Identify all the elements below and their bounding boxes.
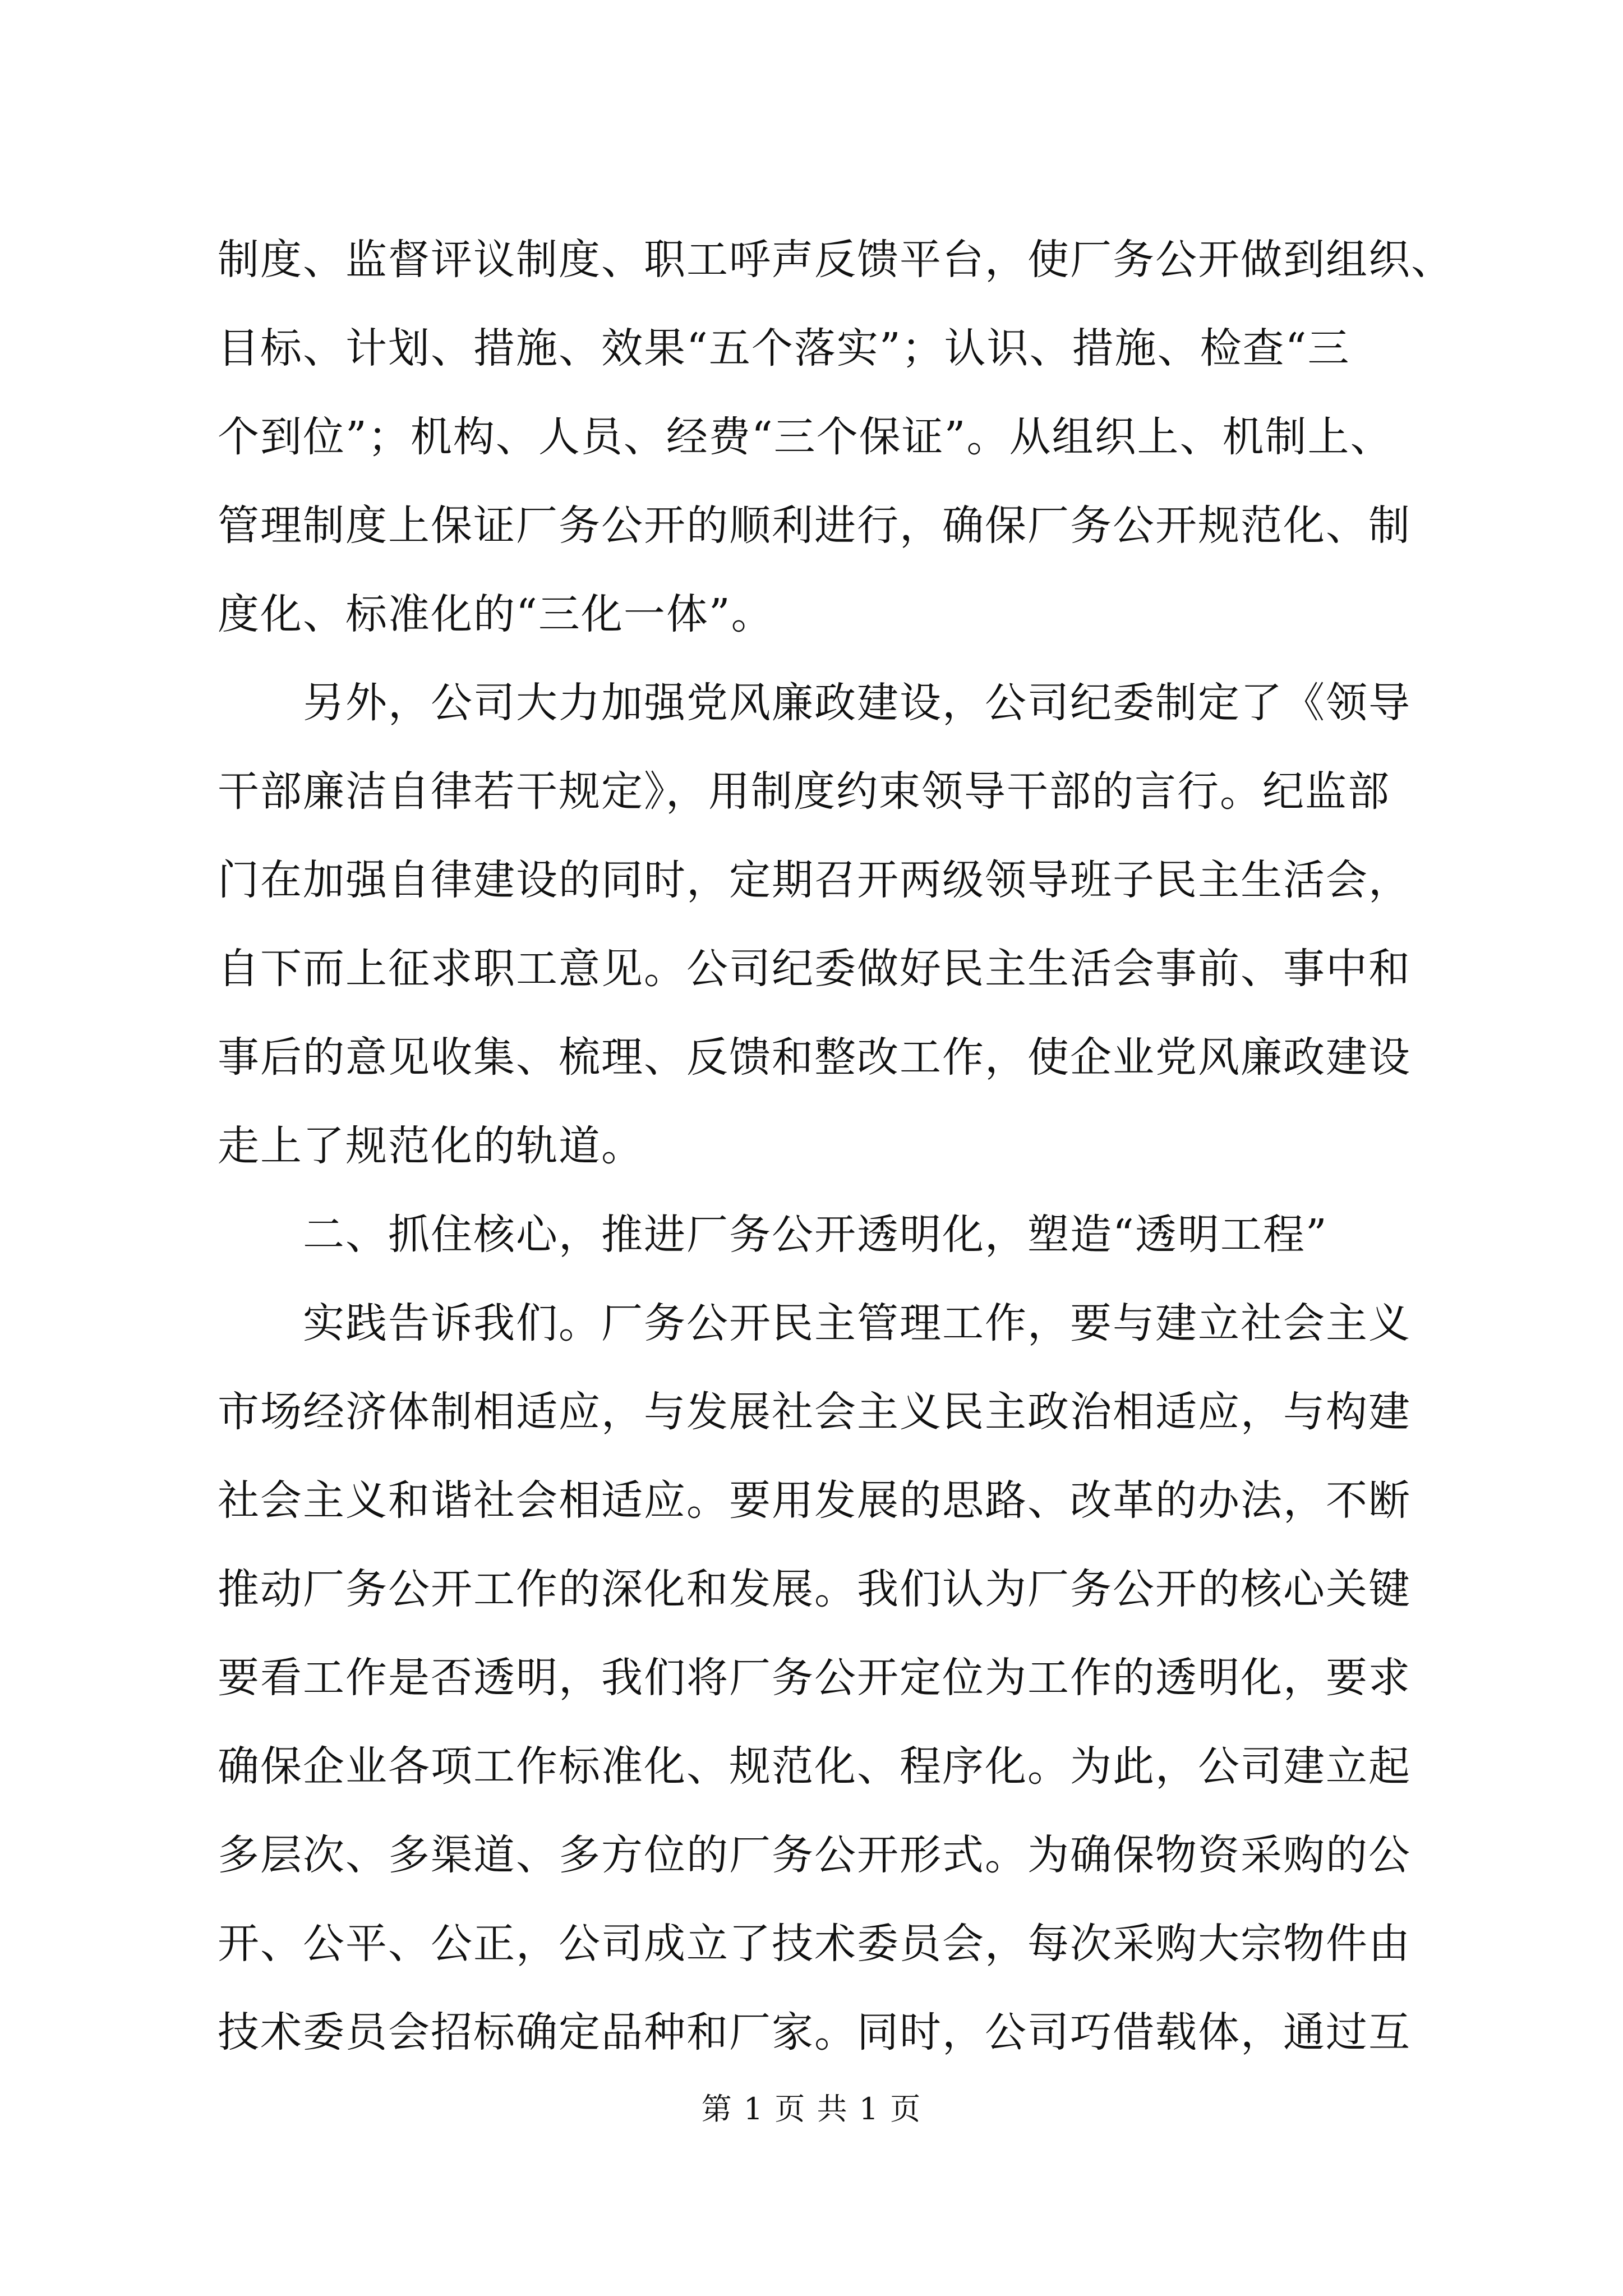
text-line: 事后的意见收集、梳理、反馈和整改工作，使企业党风廉政建设	[218, 1033, 1411, 1082]
body-text	[218, 215, 1454, 2077]
text-line: 社会主义和谐社会相适应。要用发展的思路、改革的办法，不断	[218, 1476, 1411, 1525]
text-line: 目标、计划、措施、效果“五个落实”；认识、措施、检查“三	[218, 324, 1350, 372]
text-line: 实践告诉我们。厂务公开民主管理工作，要与建立社会主义	[303, 1299, 1411, 1347]
text-line: 门在加强自律建设的同时，定期召开两级领导班子民主生活会，	[218, 856, 1411, 904]
text-line: 要看工作是否透明，我们将厂务公开定位为工作的透明化，要求	[218, 1654, 1411, 1702]
text-line: 个到位”；机构、人员、经费“三个保证”。从组织上、机制上、	[218, 413, 1393, 461]
text-line: 度化、标准化的“三化一体”。	[218, 590, 774, 638]
text-line: 自下而上征求职工意见。公司纪委做好民主生活会事前、事中和	[218, 945, 1411, 993]
text-line: 干部廉洁自律若干规定》，用制度约束领导干部的言行。纪监部	[218, 767, 1390, 816]
text-line: 市场经济体制相适应，与发展社会主义民主政治相适应，与构建	[218, 1388, 1411, 1436]
text-line: 开、公平、公正，公司成立了技术委员会，每次采购大宗物件由	[218, 1920, 1411, 1968]
text-line: 二、抓住核心，推进厂务公开透明化，塑造“透明工程”	[303, 1211, 1328, 1259]
text-line: 制度、监督评议制度、职工呼声反馈平台，使厂务公开做到组织、	[218, 236, 1454, 284]
page-footer: 第 1 页 共 1 页	[701, 2091, 922, 2127]
text-line: 走上了规范化的轨道。	[218, 1122, 644, 1170]
text-line: 技术委员会招标确定品种和厂家。同时，公司巧借载体，通过互	[218, 2008, 1411, 2056]
text-line: 管理制度上保证厂务公开的顺利进行，确保厂务公开规范化、制	[218, 501, 1411, 550]
text-line: 多层次、多渠道、多方位的厂务公开形式。为确保物资采购的公	[218, 1831, 1411, 1879]
text-line: 确保企业各项工作标准化、规范化、程序化。为此，公司建立起	[218, 1742, 1411, 1791]
text-line: 推动厂务公开工作的深化和发展。我们认为厂务公开的核心关键	[218, 1565, 1411, 1613]
text-line: 另外，公司大力加强党风廉政建设，公司纪委制定了《领导	[303, 679, 1411, 727]
